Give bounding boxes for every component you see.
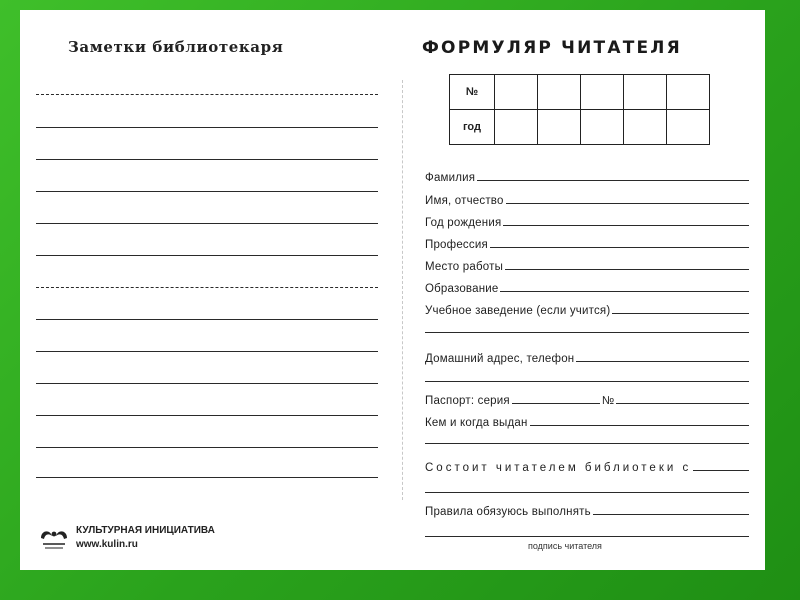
field-blank-line	[503, 225, 749, 226]
publisher-site: www.kulin.ru	[76, 539, 138, 550]
field-blank-line	[616, 403, 749, 404]
field-blank-line	[530, 425, 749, 426]
field-member-since	[425, 458, 749, 474]
field-label: Кем и когда выдан	[425, 417, 528, 429]
note-line	[36, 287, 378, 288]
note-line	[36, 255, 378, 256]
field-blank-line	[500, 291, 749, 292]
registration-cell	[667, 110, 710, 145]
note-line	[36, 159, 378, 160]
field-workplace	[425, 257, 749, 273]
field-blank-line	[576, 361, 749, 362]
field-name-patronymic	[425, 191, 749, 207]
registration-row-year	[450, 110, 710, 145]
field-label: №	[601, 395, 615, 407]
field-issued-by	[425, 413, 749, 429]
field-school	[425, 301, 749, 317]
note-line	[36, 383, 378, 384]
field-label: Год рождения	[425, 217, 502, 229]
field-label: Место работы	[425, 261, 504, 273]
library-card-sheet	[20, 10, 765, 570]
field-blank-line	[506, 203, 749, 204]
field-blank-line	[512, 403, 600, 404]
field-label: Имя, отчество	[425, 195, 504, 207]
registration-cell	[495, 75, 538, 110]
registration-cell	[624, 110, 667, 145]
field-continuation-line	[425, 332, 749, 333]
registration-table	[449, 74, 710, 145]
field-label: Профессия	[425, 239, 488, 251]
reader-form-title: ФОРМУЛЯР ЧИТАТЕЛЯ	[422, 38, 682, 58]
registration-cell	[495, 110, 538, 145]
registration-cell	[538, 75, 581, 110]
field-profession	[425, 235, 749, 251]
page-fold-divider	[402, 80, 403, 500]
field-address	[425, 349, 749, 365]
row-label-number: №	[450, 75, 495, 110]
note-line	[36, 127, 378, 128]
field-blank-line	[612, 313, 749, 314]
field-surname	[425, 168, 749, 184]
signature-caption: подпись читателя	[528, 541, 602, 551]
field-education	[425, 279, 749, 295]
publisher-name: КУЛЬТУРНАЯ ИНИЦИАТИВА	[76, 525, 215, 536]
field-blank-line	[505, 269, 749, 270]
note-line	[36, 447, 378, 448]
note-line	[36, 223, 378, 224]
note-line	[36, 415, 378, 416]
field-label: Учебное заведение (если учится)	[425, 305, 611, 317]
publisher-brand	[38, 524, 215, 552]
note-line	[36, 477, 378, 478]
row-label-year: год	[450, 110, 495, 145]
registration-cell	[624, 75, 667, 110]
field-blank-line	[490, 247, 749, 248]
field-continuation-line	[425, 492, 749, 493]
field-rules-pledge	[425, 502, 749, 518]
registration-cell	[667, 75, 710, 110]
registration-cell	[581, 110, 624, 145]
field-blank-line	[693, 470, 749, 471]
field-label: Паспорт: серия	[425, 395, 510, 407]
field-continuation-line	[425, 443, 749, 444]
field-blank-line	[593, 514, 749, 515]
signature-line	[425, 536, 749, 537]
field-label: Правила обязуюсь выполнять	[425, 506, 591, 518]
field-continuation-line	[425, 381, 749, 382]
note-line	[36, 191, 378, 192]
field-label: Домашний адрес, телефон	[425, 353, 575, 365]
field-label: Образование	[425, 283, 499, 295]
note-line	[36, 351, 378, 352]
field-label: Фамилия	[425, 172, 476, 184]
field-birth-year	[425, 213, 749, 229]
field-passport	[425, 391, 749, 407]
registration-cell	[581, 75, 624, 110]
field-blank-line	[477, 180, 749, 181]
note-line	[36, 94, 378, 95]
publisher-logo-icon	[38, 524, 70, 552]
librarian-notes-title: Заметки библиотекаря	[68, 38, 284, 56]
registration-row-number	[450, 75, 710, 110]
registration-cell	[538, 110, 581, 145]
field-label: Состоит читателем библиотеки с	[425, 462, 692, 474]
note-line	[36, 319, 378, 320]
